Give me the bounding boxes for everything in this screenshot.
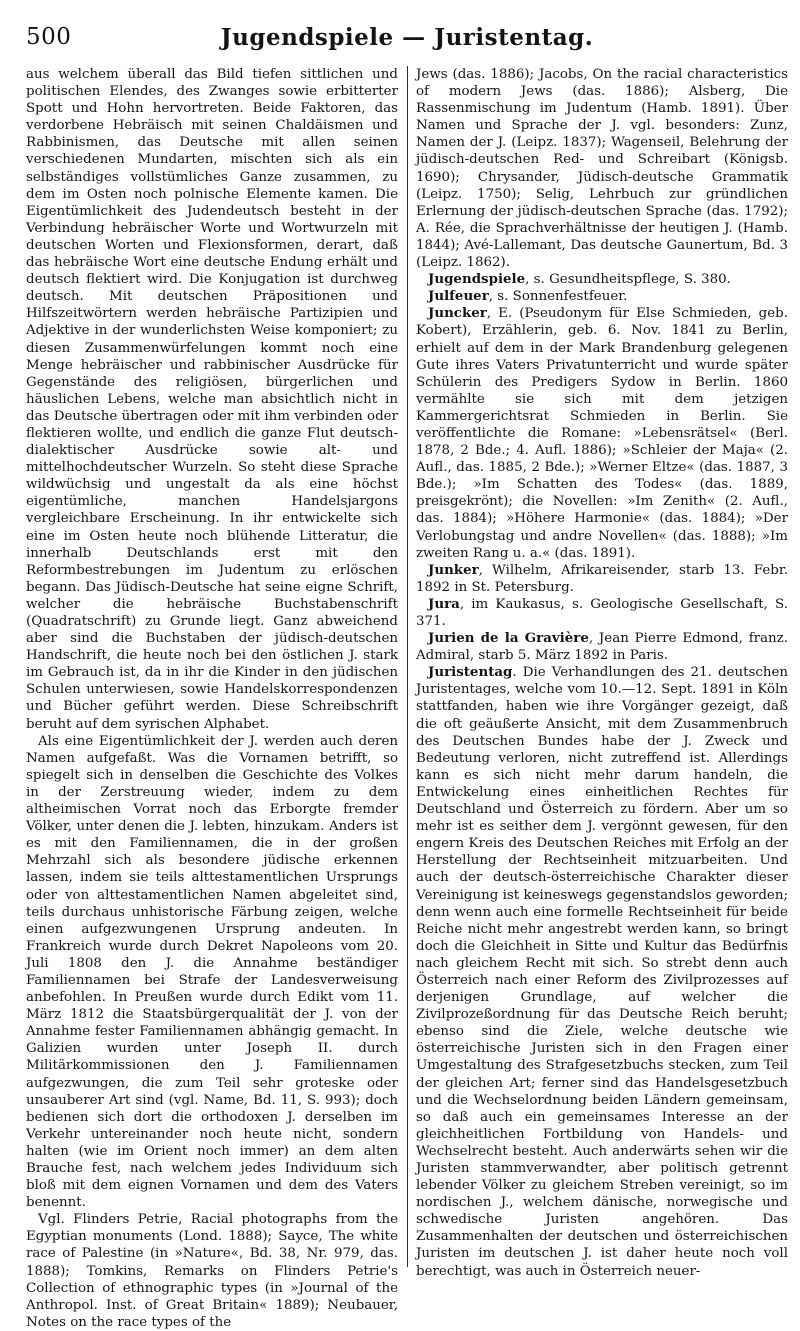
entry-junker bbox=[416, 562, 788, 596]
entry-julfeuer bbox=[416, 288, 788, 305]
entry-text: , Wilhelm, Afrikareisender, starb 13. Febr. 1892 in St. Petersburg. bbox=[416, 562, 788, 595]
entry-jurien-de-la-graviere bbox=[416, 630, 788, 664]
entry-text: . Die Verhandlungen des 21. deutschen Juristentages, welche vom 10.—12. Sept. 1891 in Köln stattfanden, haben wie ihre Vorgänger gezeigt, daß die oft geäußerte Ansicht, mit dem Zusammenbruch des Deutschen Bundes habe der J. Zweck und Bedeutung verloren, nicht zutreffend ist. Allerdings kann es sich nicht mehr darum handeln, die Entwickelung eines einheitlichen Rechtes für Deutschland und Österreich zu fördern. Aber um so mehr ist es seither dem J. vergönnt gewesen, für den engern Kreis des Deutschen Reiches mit Erfolg an der Herstellung der Rechtseinheit mitzuarbeiten. Und auch der deutsch-österreichische Charakter dieser Vereinigung ist keineswegs gegenstandslos geworden; denn wenn auch eine formelle Rechtseinheit für beide Reiche nicht mehr angestrebt werden kann, so bringt doch die Gleichheit in Sitte und Kultur das Bedürfnis nach gleichem Recht mit sich. So strebt denn auch Österreich nach einer Reform des Zivilprozesses auf derjenigen Grundlage, auf welcher die Zivilprozeßordnung für das Deutsche Reich beruht; ebenso sind die Ziele, welche deutsche wie österreichische Juristen sich in den Fragen einer Umgestaltung des Strafgesetzbuchs stecken, zum Teil der gleichen Art; ferner sind das Handelsgesetzbuch und die Wechselordnung beiden Ländern gemeinsam, so daß auch ein gemeinsames Interesse an der gleichheitlichen Fortbildung von Handels- und Wechselrecht besteht. Auch anderwärts sehen wir die Juristen stammverwandter, aber politisch getrennt lebender Völker zu gleichem Streben vereinigt, so im nordischen J., welchem dänische, norwegische und schwedische Juristen angehören. Das Zusammenhalten der deutschen und österreichischen Juristen im deutschen J. ist daher heute noch voll berechtigt, was auch in Österreich neuer- bbox=[416, 665, 788, 1279]
right-column bbox=[416, 66, 788, 1279]
text-columns bbox=[26, 66, 788, 1330]
entry-jura bbox=[416, 596, 788, 630]
left-column bbox=[26, 66, 398, 1330]
entry-juristentag bbox=[416, 664, 788, 1279]
entry-headword: Junker bbox=[428, 561, 479, 578]
entry-text: , s. Gesundheitspflege, S. 380. bbox=[525, 272, 731, 288]
paragraph: Als eine Eigentümlichkeit der J. werden auch deren Namen aufgefaßt. Was die Vornamen betrifft, so spiegelt sich in denselben die Geschichte des Volkes in der Zerstreuung wieder, indem zu dem altheimischen Vorrat noch das Erborgte fremder Völker, unter denen die J. lebten, hinzukam. Anders ist es mit den Familiennamen, die in der großen Mehrzahl sich als besondere jüdische erkennen lassen, indem sie teils alttestamentlichen Ursprungs oder von alttestamentlichen Namen abgeleitet sind, teils durchaus unhistorische Färbung zeigen, welche einen aufgezwungenen Ursprung andeuten. In Frankreich wurde durch Dekret Napoleons vom 20. Juli 1808 den J. die Annahme beständiger Familiennamen bei Strafe der Landesverweisung anbefohlen. In Preußen wurde durch Edikt vom 11. März 1812 die Staatsbürgerqualität der J. von der Annahme fester Familiennamen abhängig gemacht. In Galizien wurden unter Joseph II. durch Militärkommissionen den J. Familiennamen aufgezwungen, die zum Teil sehr groteske oder unsauberer Art sind (vgl. Name, Bd. 11, S. 993); doch bedienen sich dort die orthodoxen J. derselben im Verkehr untereinander noch heute nicht, sondern halten (wie im Orient noch immer) an dem alten Brauche fest, nach welchem jedes Individuum sich bloß mit dem eignen Vornamen und dem des Vaters benennt. bbox=[26, 733, 398, 1211]
paragraph: aus welchem überall das Bild tiefen sittlichen und politischen Elendes, des Zwanges sowie erbitterter Spott und Hohn hervortreten. Beide Faktoren, das verdorbene Hebräisch mit seinen Chaldäismen und Rabbinismen, das Deutsche mit allen seinen verschiedenen Mundarten, mischten sich als ein selbständiges vollstümliches Ganze zusammen, zu dem im Osten noch polnische Elemente kamen. Die Eigentümlichkeit des Judendeutsch besteht in der Verbindung hebräischer Worte und Wortwurzeln mit deutschen Worten und Flexionsformen, derart, daß das hebräische Wort eine deutsche Endung erhält und deutsch flektiert wird. Die Konjugation ist durchweg deutsch. Mit deutschen Präpositionen und Hilfszeitwörtern werden hebräische Partizipien und Adjektive in der wunderlichsten Weise komponiert; zu diesen Zusammenwürfelungen kommt noch eine Menge hebräischer und rabbinischer Ausdrücke für Gegenstände des religiösen, bürgerlichen und häuslichen Lebens, welche man absichtlich nicht in das Deutsche übertragen oder mit ihm verbinden oder flektieren wollte, und endlich die ganze Flut deutsch-dialektischer Ausdrücke sowie alt- und mittelhochdeutscher Wurzeln. So steht diese Sprache wildwüchsig und ungestalt da als eine höchst eigentümliche, manchen Handelsjargons vergleichbare Erscheinung. In ihr entwickelte sich eine im Osten heute noch blühende Litteratur, die innerhalb Deutschlands erst mit den Reformbestrebungen im Judentum zu erlöschen begann. Das Jüdisch-Deutsche hat seine eigne Schrift, welcher die hebräische Buchstabenschrift (Quadratschrift) zu Grunde liegt. Ganz abweichend aber sind die Buchstaben der jüdisch-deutschen Handschrift, die heute noch bei den östlichen J. stark im Gebrauch ist, da in ihr die Kinder in den jüdischen Schulen unterwiesen, sowie Handelskorrespondenzen und Bücher geführt werden. Diese Schreibschrift beruht auf dem syrischen Alphabet. bbox=[26, 67, 398, 732]
entry-text: , Jean Pierre Edmond, franz. Admiral, starb 5. März 1892 in Paris. bbox=[416, 631, 788, 664]
entry-headword: Jurien de la Gravière bbox=[428, 630, 589, 647]
entry-headword: Jura bbox=[428, 595, 460, 612]
running-title: Jugendspiele — Juristentag. bbox=[220, 24, 594, 51]
page-number: 500 bbox=[26, 24, 72, 50]
entry-jugendspiele bbox=[416, 271, 788, 288]
paragraph: Vgl. Flinders Petrie, Racial photographs from the Egyptian monuments (Lond. 1888); Sayce, The white race of Palestine (in »Nature«, Bd. 38, Nr. 979, das. 1888); Tomkins, Remarks on Flinders Petrie's Collection of ethnographic types (in »Journal of the Anthropol. Inst. of Great Britain« 1889); Neubauer, Notes on the race types of the bbox=[26, 1212, 398, 1330]
paragraph: Jews (das. 1886); Jacobs, On the racial characteristics of modern Jews (das. 1886); Alsberg, Die Rassenmischung im Judentum (Hamb. 1891). Über Namen und Sprache der J. vgl. besonders: Zunz, Namen der J. (Leipz. 1837); Wagenseil, Belehrung der jüdisch-deutschen Red- und Schreibart (Königsb. 1690); Chrysander, Jüdisch-deutsche Grammatik (Leipz. 1750); Selig, Lehrbuch zur gründlichen Erlernung der jüdisch-deutschen Sprache (das. 1792); A. Rée, die Sprachverhältnisse der heutigen J. (Hamb. 1844); Avé-Lallemant, Das deutsche Gaunertum, Bd. 3 (Leipz. 1862). bbox=[416, 67, 788, 271]
page-header bbox=[26, 22, 788, 58]
entry-text: , im Kaukasus, s. Geologische Gesellschaft, S. 371. bbox=[416, 596, 788, 629]
entry-headword: Julfeuer bbox=[428, 288, 489, 305]
entry-headword: Juristentag bbox=[428, 664, 513, 681]
entry-text: , s. Sonnenfestfeuer. bbox=[488, 289, 628, 305]
entry-headword: Juncker bbox=[428, 305, 487, 322]
entry-headword: Jugendspiele bbox=[428, 271, 526, 288]
entry-juncker bbox=[416, 305, 788, 561]
entry-text: , E. (Pseudonym für Else Schmieden, geb. Kobert), Erzählerin, geb. 6. Nov. 1841 zu Berlin, erhielt auf dem in der Mark Brandenburg gelegenen Gute ihres Vaters Privatunterricht und wurde später Schülerin des Predigers Sydow in Berlin. 1860 vermählte sie sich mit dem jetzigen Kammergerichtsrat Schmieden in Berlin. Sie veröffentlichte die Romane: »Lebensrätsel« (Berl. 1878, 2 Bde.; 4. Aufl. 1886); »Schleier der Maja« (2. Aufl., das. 1885, 2 Bde.); »Werner Eltze« (das. 1887, 3 Bde.); »Im Schatten des Todes« (das. 1889, preisgekrönt); die Novellen: »Im Zenith« (2. Aufl., das. 1884); »Höhere Harmonie« (das. 1884); »Der Verlobungstag und andre Novellen« (das. 1888); »Im zweiten Rang u. a.« (das. 1891). bbox=[416, 306, 788, 561]
column-divider bbox=[407, 66, 408, 1267]
